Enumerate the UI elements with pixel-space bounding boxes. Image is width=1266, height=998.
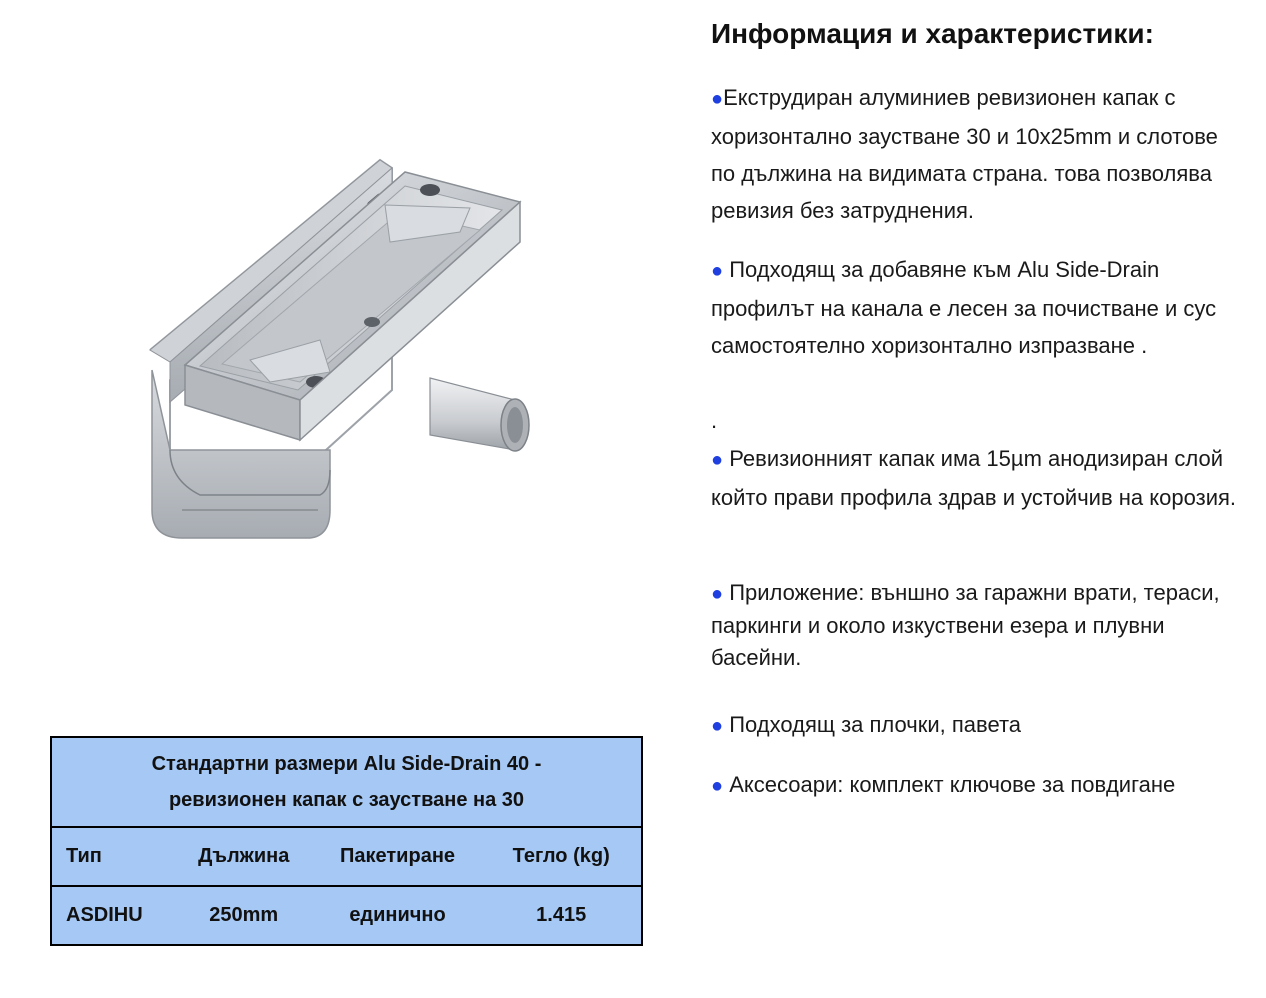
header-length: Дължина [174,827,314,886]
paragraph-text: Подходящ за плочки, павета [723,712,1022,737]
spec-table [50,736,643,946]
table-header-row [51,827,642,886]
table-title-line2: ревизионен капак с заустване на 30 [168,789,525,811]
bullet-icon: ● [711,775,724,797]
bullet-icon: ● [711,260,724,282]
header-type: Тип [51,827,174,886]
paragraph-text: Ревизионният капак има 15µm анодизиран слой който прави профила здрав и устойчив на корозия. [711,446,1237,510]
table-title [51,737,642,827]
bullet-icon: ● [711,449,724,471]
info-section [711,14,1241,54]
product-image [130,150,560,550]
cell-type: ASDIHU [66,904,143,926]
header-weight: Тегло (kg) [481,827,642,886]
info-paragraph-2 [711,251,1241,364]
paragraph-text: Аксесоари: комплект ключове за повдигане [723,772,1176,797]
table-title-line1: Стандартни размери Alu Side-Drain 40 - [151,753,542,775]
cell-packaging: единично [349,904,446,926]
paragraph-text: Приложение: външно за гаражни врати, тераси, паркинги и около изкуствени езера и плувни басейни. [711,580,1220,670]
info-title: Информация и характеристики: [711,18,1154,49]
separator-dot: . [711,408,718,433]
table-row [51,886,642,945]
info-paragraph-1 [711,79,1241,229]
info-paragraph-3 [711,440,1241,516]
header-packaging: Пакетиране [314,827,482,886]
bullet-icon: ● [711,715,724,737]
cell-length: 250mm [209,904,279,926]
paragraph-text: Подходящ за добавяне към Alu Side-Drain профилът на канала е лесен за почистване и сус самостоятелно хоризонтално изпразване . [711,257,1217,358]
bullet-icon: ● [711,88,724,110]
paragraph-text: Екструдиран алуминиев ревизионен капак с хоризонтално заустване 30 и 10x25mm и слотове по дължина на видимата страна. това позволява ревизия без затруднения. [711,85,1218,223]
info-paragraph-6 [711,766,1241,805]
bullet-icon: ● [711,583,724,605]
cell-weight: 1.415 [536,904,587,926]
info-paragraph-4 [711,577,1241,674]
info-paragraph-5 [711,706,1241,745]
